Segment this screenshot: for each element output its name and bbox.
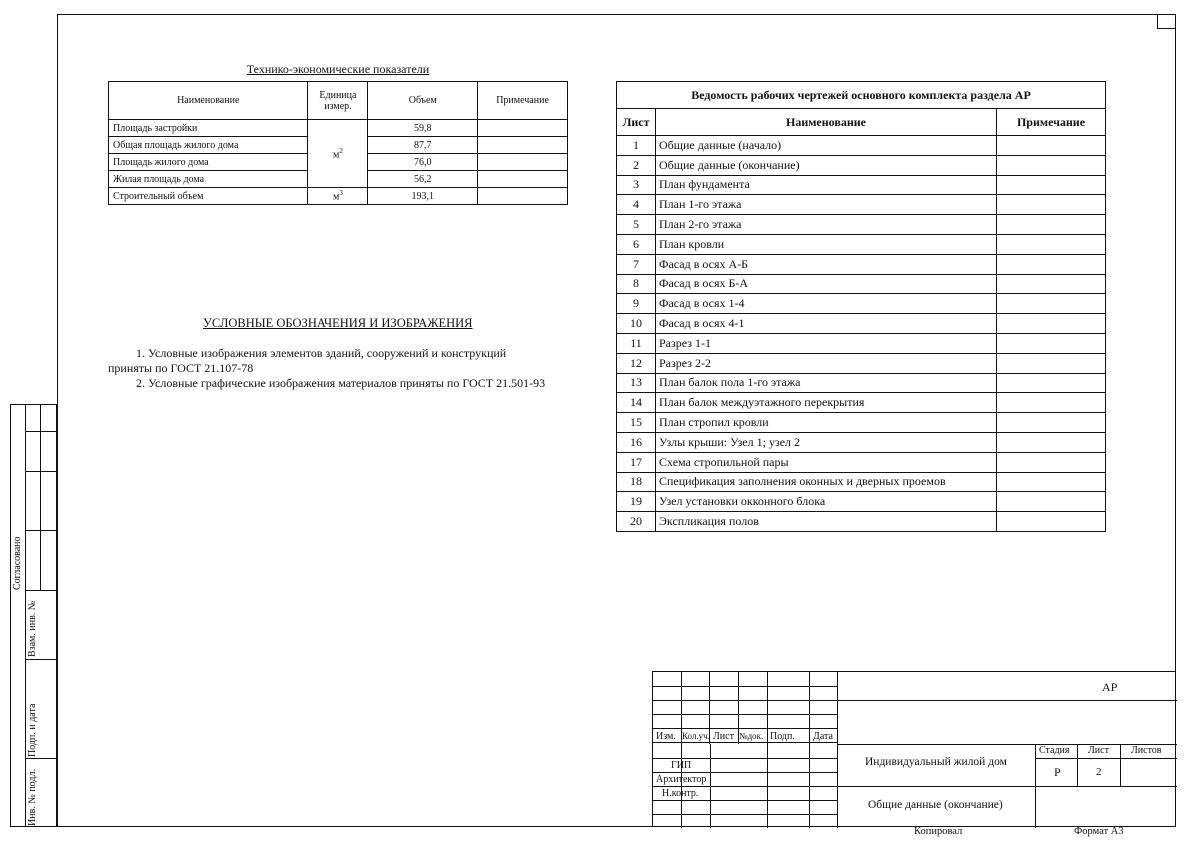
conventions-text xyxy=(108,346,578,391)
register-sheet-name: Общие данные (окончание) xyxy=(656,155,997,175)
register-sheet-name: Узлы крыши: Узел 1; узел 2 xyxy=(656,432,997,452)
register-sheet-name: Фасад в осях А-Б xyxy=(656,254,997,274)
register-sheet-number: 18 xyxy=(617,472,656,492)
table-row: Общая площадь жилого дома 87,7 xyxy=(109,137,568,154)
tech-header-unit: Единица измер. xyxy=(308,82,368,120)
register-sheet-name: Фасад в осях 1-4 xyxy=(656,294,997,314)
stamp-col-izm: Изм. xyxy=(656,731,676,742)
stamp-project: Индивидуальный жилой дом xyxy=(865,756,1007,768)
register-sheet-number: 7 xyxy=(617,254,656,274)
register-sheet-note xyxy=(997,373,1106,393)
copied-label: Копировал xyxy=(914,826,963,837)
register-sheet-note xyxy=(997,393,1106,413)
table-row xyxy=(617,155,1106,175)
register-sheet-number: 1 xyxy=(617,136,656,156)
stamp-col-date: Дата xyxy=(813,731,833,742)
agreed-label: Согласовано xyxy=(12,536,23,590)
register-sheet-number: 9 xyxy=(617,294,656,314)
register-sheet-note xyxy=(997,175,1106,195)
register-sheet-number: 14 xyxy=(617,393,656,413)
tech-table xyxy=(108,81,568,205)
format-label: Формат А3 xyxy=(1074,826,1124,837)
table-row: Площадь жилого дома 76,0 xyxy=(109,154,568,171)
register-sheet-name: Фасад в осях 4-1 xyxy=(656,314,997,334)
register-sheet-name: Схема стропильной пары xyxy=(656,452,997,472)
replaced-inv-label: Взам. инв. № xyxy=(27,600,38,657)
register-sheet-number: 10 xyxy=(617,314,656,334)
stamp-col-sign: Подп. xyxy=(770,731,795,742)
tech-table-title: Технико-экономические показатели xyxy=(246,62,430,76)
register-sheet-name: План 1-го этажа xyxy=(656,195,997,215)
stamp-stage: Р xyxy=(1054,765,1061,779)
register-sheet-number: 6 xyxy=(617,234,656,254)
sign-date-label: Подп. и дата xyxy=(27,703,38,757)
register-sheet-note xyxy=(997,472,1106,492)
register-sheet-number: 12 xyxy=(617,353,656,373)
register-sheet-name: Узел установки окконного блока xyxy=(656,492,997,512)
register-sheet-name: Спецификация заполнения оконных и дверных проемов xyxy=(656,472,997,492)
register-sheet-number: 13 xyxy=(617,373,656,393)
tech-header-volume: Объем xyxy=(368,82,478,120)
register-sheet-note xyxy=(997,353,1106,373)
conventions-item-1a: 1. Условные изображения элементов зданий, сооружений и конструкций xyxy=(136,346,507,360)
register-sheet-name: Общие данные (начало) xyxy=(656,136,997,156)
register-sheet-number: 4 xyxy=(617,195,656,215)
stamp-sheet: 2 xyxy=(1096,766,1102,778)
register-sheet-name: Фасад в осях Б-А xyxy=(656,274,997,294)
table-row xyxy=(617,432,1106,452)
stamp-stage-label: Стадия xyxy=(1039,745,1070,756)
register-sheet-number: 8 xyxy=(617,274,656,294)
drawings-register-table xyxy=(616,81,1106,532)
register-sheet-number: 2 xyxy=(617,155,656,175)
stamp-sheets-label: Листов xyxy=(1131,745,1162,756)
register-sheet-number: 3 xyxy=(617,175,656,195)
table-row xyxy=(617,234,1106,254)
register-sheet-number: 19 xyxy=(617,492,656,512)
title-block xyxy=(652,671,1176,827)
stamp-col-list: Лист xyxy=(713,731,734,742)
inv-orig-label: Инв. № подл. xyxy=(27,769,38,826)
table-row xyxy=(617,452,1106,472)
stamp-col-kol: Кол.уч. xyxy=(682,731,710,741)
table-row xyxy=(617,393,1106,413)
unit-m3-cell: $м^3$ xyxy=(308,188,368,205)
table-row xyxy=(617,274,1106,294)
stamp-role-architect: Архитектор xyxy=(656,774,707,785)
register-sheet-number: 11 xyxy=(617,333,656,353)
table-row xyxy=(617,294,1106,314)
stamp-sheet-title: Общие данные (окончание) xyxy=(868,799,1003,811)
register-header-note: Примечание xyxy=(997,109,1106,136)
register-sheet-note xyxy=(997,234,1106,254)
register-sheet-note xyxy=(997,136,1106,156)
table-row: Жилая площадь дома 56,2 xyxy=(109,171,568,188)
register-sheet-number: 5 xyxy=(617,215,656,235)
register-header-sheet: Лист xyxy=(617,109,656,136)
table-row xyxy=(617,353,1106,373)
table-row xyxy=(617,195,1106,215)
register-sheet-number: 17 xyxy=(617,452,656,472)
register-title: Ведомость рабочих чертежей основного комплекта раздела АР xyxy=(617,82,1106,109)
table-row xyxy=(617,472,1106,492)
register-sheet-note xyxy=(997,195,1106,215)
register-sheet-note xyxy=(997,155,1106,175)
stamp-col-doc: №док. xyxy=(739,731,764,741)
register-sheet-note xyxy=(997,294,1106,314)
table-row xyxy=(617,492,1106,512)
stamp-role-gip: ГИП xyxy=(671,760,692,771)
table-row xyxy=(617,254,1106,274)
register-sheet-number: 15 xyxy=(617,413,656,433)
table-row xyxy=(617,136,1106,156)
table-row xyxy=(617,314,1106,334)
register-sheet-note xyxy=(997,254,1106,274)
register-sheet-note xyxy=(997,314,1106,334)
table-row xyxy=(617,175,1106,195)
register-sheet-name: Экспликация полов xyxy=(656,512,997,532)
register-sheet-note xyxy=(997,215,1106,235)
stamp-role-nkontr: Н.контр. xyxy=(662,788,699,799)
register-sheet-number: 16 xyxy=(617,432,656,452)
frame-corner-box xyxy=(1157,14,1176,29)
register-sheet-name: План балок междуэтажного перекрытия xyxy=(656,393,997,413)
register-header-name: Наименование xyxy=(656,109,997,136)
register-sheet-note xyxy=(997,512,1106,532)
conventions-title: УСЛОВНЫЕ ОБОЗНАЧЕНИЯ И ИЗОБРАЖЕНИЯ xyxy=(203,316,473,330)
table-row xyxy=(617,413,1106,433)
register-sheet-name: Разрез 1-1 xyxy=(656,333,997,353)
register-sheet-number: 20 xyxy=(617,512,656,532)
side-strip xyxy=(10,404,57,827)
table-row xyxy=(617,512,1106,532)
table-row: Строительный объем $м^3$ 193,1 xyxy=(109,188,568,205)
register-sheet-note xyxy=(997,413,1106,433)
tech-header-note: Примечание xyxy=(478,82,568,120)
register-sheet-note xyxy=(997,274,1106,294)
conventions-item-2: 2. Условные графические изображения материалов приняты по ГОСТ 21.501-93 xyxy=(136,376,546,390)
stamp-sheet-label: Лист xyxy=(1088,745,1109,756)
unit-m2-cell: $м^2$ xyxy=(308,120,368,188)
register-sheet-name: План фундамента xyxy=(656,175,997,195)
stamp-code: АР xyxy=(1102,680,1118,694)
register-sheet-name: План стропил кровли xyxy=(656,413,997,433)
conventions-item-1b: приняты по ГОСТ 21.107-78 xyxy=(108,361,254,375)
register-sheet-name: Разрез 2-2 xyxy=(656,353,997,373)
register-sheet-note xyxy=(997,333,1106,353)
table-row xyxy=(617,373,1106,393)
table-row: Площадь застройки $м^2$ 59,8 xyxy=(109,120,568,137)
register-sheet-note xyxy=(997,492,1106,512)
tech-header-name: Наименование xyxy=(109,82,308,120)
register-sheet-note xyxy=(997,432,1106,452)
register-sheet-note xyxy=(997,452,1106,472)
table-row xyxy=(617,215,1106,235)
table-row xyxy=(617,333,1106,353)
register-sheet-name: План балок пола 1-го этажа xyxy=(656,373,997,393)
register-sheet-name: План 2-го этажа xyxy=(656,215,997,235)
register-sheet-name: План кровли xyxy=(656,234,997,254)
